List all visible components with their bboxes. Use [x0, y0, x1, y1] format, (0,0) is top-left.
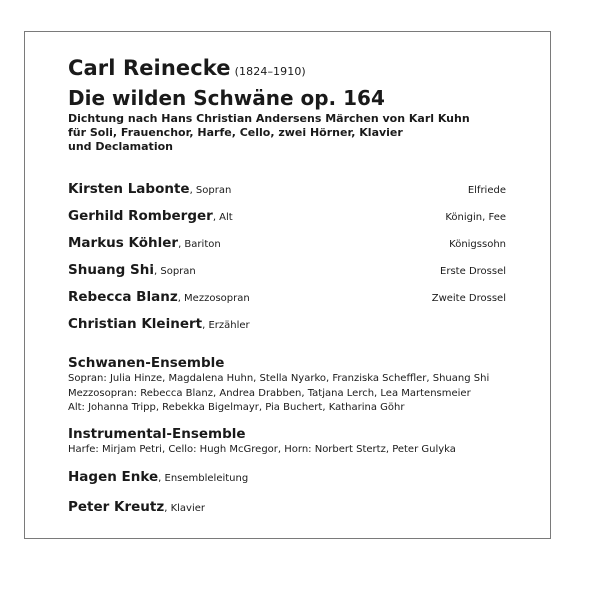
performer-row [68, 233, 506, 260]
performer-row [68, 260, 506, 287]
booklet-content [68, 56, 506, 518]
performer-role: Elfriede [467, 185, 506, 196]
extra-performer-row [68, 467, 506, 488]
ensemble-title: Schwanen-Ensemble [68, 355, 225, 371]
extra-performer-row [68, 497, 506, 518]
ensemble-block [68, 355, 506, 416]
performer-role: Königin, Fee [445, 212, 506, 223]
description-line: für Soli, Frauenchor, Harfe, Cello, zwei Hörner, Klavier [68, 126, 403, 139]
performer-name: Peter Kreutz [68, 499, 165, 515]
performer-row [68, 287, 506, 314]
performer-voice: , Bariton [178, 239, 221, 250]
performer-voice: , Ensembleleitung [158, 473, 249, 484]
composer-years: (1824–1910) [234, 65, 306, 78]
composer-line [68, 56, 506, 84]
performer-voice: , Erzähler [202, 320, 250, 331]
performer-row [68, 206, 506, 233]
description-line: Dichtung nach Hans Christian Andersens Märchen von Karl Kuhn [68, 112, 470, 125]
performer-name: Gerhild Romberger [68, 208, 213, 224]
work-title: Die wilden Schwäne op. 164 [68, 86, 385, 110]
performer-voice: , Sopran [189, 185, 232, 196]
performer-row [68, 179, 506, 206]
ensemble-block [68, 426, 506, 458]
performer-name: Rebecca Blanz [68, 289, 178, 305]
performer-voice: , Klavier [164, 503, 205, 514]
performer-name: Hagen Enke [68, 469, 159, 485]
performer-role: Königssohn [449, 239, 506, 250]
performer-name: Markus Köhler [68, 235, 179, 251]
ensemble-member-line: Mezzosopran: Rebecca Blanz, Andrea Drabben, Tatjana Lerch, Lea Martensmeier [68, 387, 471, 399]
performer-list [68, 179, 506, 341]
performer-name: Kirsten Labonte [68, 181, 190, 197]
performer-role: Erste Drossel [440, 266, 506, 277]
description-line: und Declamation [68, 140, 173, 153]
ensemble-section [68, 355, 506, 457]
performer-voice: , Mezzosopran [177, 293, 250, 304]
performer-name: Shuang Shi [68, 262, 154, 278]
performer-row [68, 314, 506, 341]
composer-name: Carl Reinecke [68, 56, 231, 80]
ensemble-member-line: Sopran: Julia Hinze, Magdalena Huhn, Stella Nyarko, Franziska Scheffler, Shuang Shi [68, 373, 490, 384]
performer-name: Christian Kleinert [68, 316, 203, 332]
ensemble-member-line: Alt: Johanna Tripp, Rebekka Bigelmayr, Pia Buchert, Katharina Göhr [68, 402, 405, 413]
performer-voice: , Sopran [154, 266, 196, 277]
performer-voice: , Alt [212, 212, 233, 223]
work-description [68, 112, 506, 154]
performer-role: Zweite Drossel [431, 293, 506, 304]
ensemble-title: Instrumental-Ensemble [68, 425, 246, 442]
ensemble-member-line: Harfe: Mirjam Petri, Cello: Hugh McGregor, Horn: Norbert Stertz, Peter Gulyka [68, 443, 456, 455]
booklet-frame [24, 31, 551, 539]
